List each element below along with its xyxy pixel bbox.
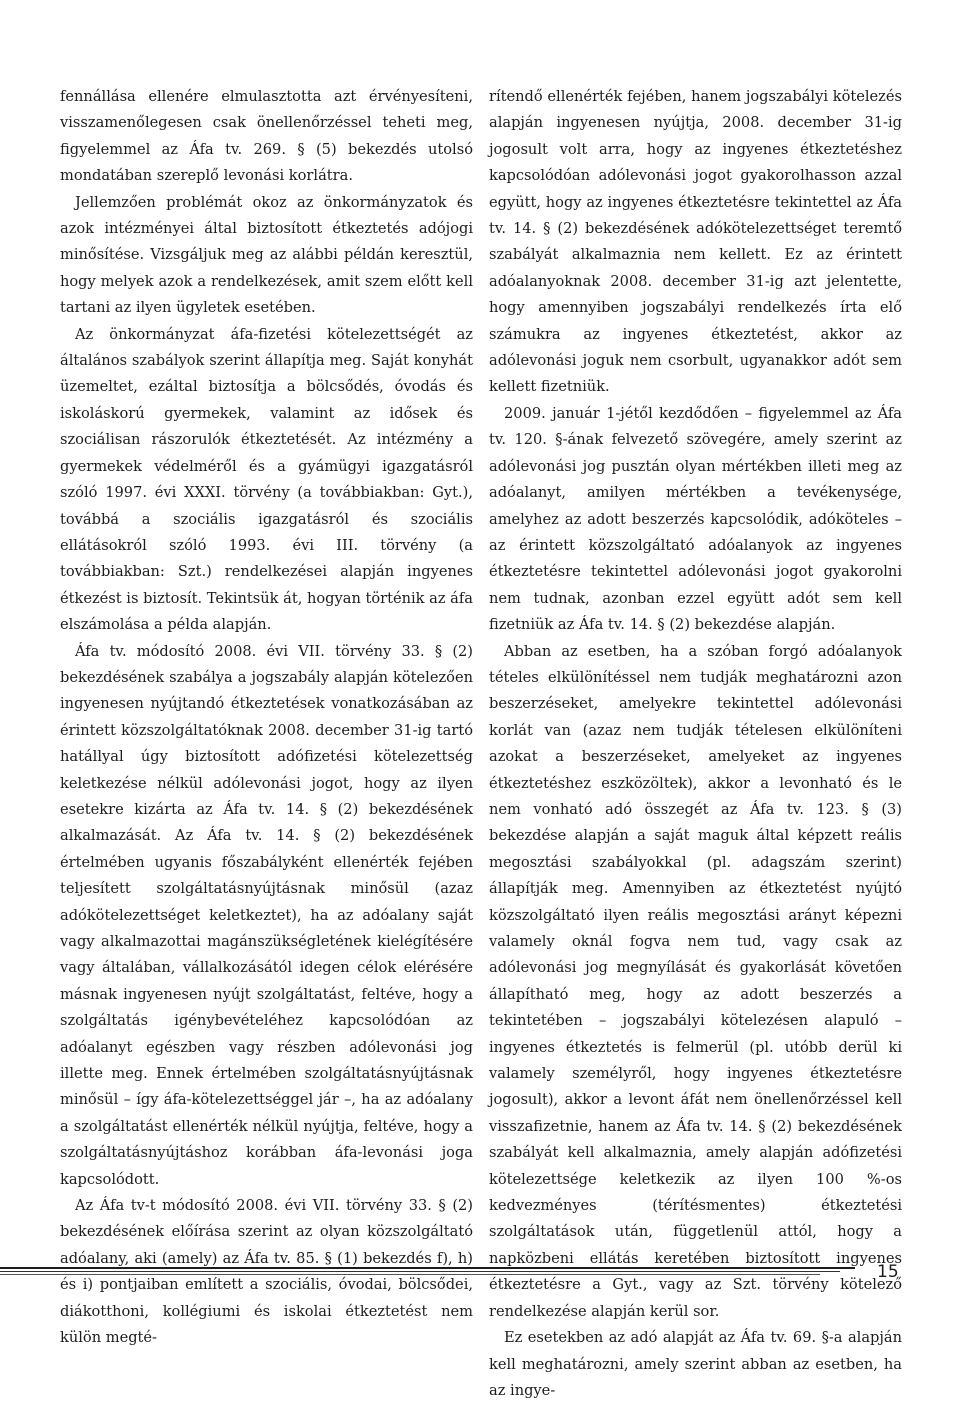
footer-rule bbox=[0, 1267, 855, 1269]
left-text-column bbox=[60, 84, 473, 1352]
paragraph: Áfa tv. módosító 2008. évi VII. törvény 33. § (2) bekezdésének szabálya a jogszabály alapján kötelezően ingyenesen nyújtandó étkeztetések vonatkozásában az érintett közszolgáltatóknak 2008. december 31-ig tartó hatállyal úgy biztosított adófizetési kötelezettség keletkezése nélkül adólevonási jogot, hogy az ilyen esetekre kizárta az Áfa tv. 14. § (2) bekezdésének alkalmazását. Az Áfa tv. 14. § (2) bekezdésének értelmében ugyanis főszabályként ellenérték fejében teljesített szolgáltatásnyújtásnak minősül (azaz adókötelezettséget keletkeztet), ha az adóalany saját vagy alkalmazottai magánszükségletének kielégítésére vagy általában, vállalkozásától idegen célok elérésére másnak ingyenesen nyújt szolgáltatást, feltéve, hogy a szolgáltatás igénybevételéhez kapcsolódóan az adóalanyt egészben vagy részben adólevonási jog illette meg. Ennek értelmében szolgáltatásnyújtásnak minősül – így áfa-kötelezettséggel jár –, ha az adóalany a szolgáltatást ellenérték nélkül nyújtja, feltéve, hogy a szolgáltatásnyújtáshoz korábban áfa-levonási joga kapcsolódott. bbox=[60, 642, 473, 1188]
right-text-column bbox=[489, 84, 902, 1404]
paragraph: Az önkormányzat áfa-fizetési kötelezettségét az általános szabályok szerint állapítja meg. Saját konyhát üzemeltet, ezáltal biztosítja a bölcsődés, óvodás és iskoláskorú gyermekek, valamint az idősek és szociálisan rászorulók étkeztetését. Az intézmény a gyermekek védelméről és a gyámügyi igazgatásról szóló 1997. évi XXXI. törvény (a továbbiakban: Gyt.), továbbá a szociális igazgatásról és szociális ellátásokról szóló 1993. évi III. törvény (a továbbiakban: Szt.) rendelkezései alapján ingyenes étkezést is biztosít. Tekintsük át, hogyan történik az áfa elszámolása a példa alapján. bbox=[60, 325, 473, 634]
paragraph: Jellemzően problémát okoz az önkormányzatok és azok intézményei által biztosított étkeztetés adójogi minősítése. Vizsgáljuk meg az alábbi példán keresztül, hogy melyek azok a rendelkezések, amit szem előtt kell tartani az ilyen ügyletek esetében. bbox=[60, 193, 473, 317]
paragraph: 2009. január 1-jétől kezdődően – figyelemmel az Áfa tv. 120. §-ának felvezető szövegére, amely szerint az adólevonási jog pusztán olyan mértékben illeti meg az adóalanyt, amilyen mértékben a tevékenysége, amelyhez az adott beszerzés kapcsolódik, adóköteles – az érintett közszolgáltató adóalanyok az ingyenes étkeztetésre tekintettel adólevonási jogot gyakorolni nem tudnak, azonban ezzel együtt adót sem kell fizetniük az Áfa tv. 14. § (2) bekezdése alapján. bbox=[489, 404, 902, 634]
paragraph: Az Áfa tv-t módosító 2008. évi VII. törvény 33. § (2) bekezdésének előírása szerint az olyan közszolgáltató adóalany, aki (amely) az Áfa tv. 85. § (1) bekezdés f), h) és i) pontjaiban említett a szociális, óvodai, bölcsődei, diákotthoni, kollégiumi és iskolai étkeztetést nem külön megté- bbox=[60, 1197, 473, 1347]
paragraph: Abban az esetben, ha a szóban forgó adóalanyok tételes elkülönítéssel nem tudják meghatározni azon beszerzéseket, amelyekre tekintettel adólevonási korlát van (azaz nem tudják tételesen elkülöníteni azokat a beszerzéseket, amelyeket az ingyenes étkeztetéshez eszközöltek), akkor a levonható és le nem vonható adó összegét az Áfa tv. 123. § (3) bekezdése alapján a saját maguk által képzett reális megosztási szabályokkal (pl. adagszám szerint) állapítják meg. Amennyiben az étkeztetést nyújtó közszolgáltató ilyen reális megosztási arányt képezni valamely oknál fogva nem tud, vagy csak az adólevonási jog megnyílását és gyakorlását követően állapítható meg, hogy az adott beszerzés a tekintetében – jogszabályi kötelezésen alapuló – ingyenes étkeztetés is felmerül (pl. utóbb derül ki valamely személyről, hogy ingyenes étkeztetésre jogosult), akkor a levont áfát nem önellenőrzéssel kell visszafizetnie, hanem az Áfa tv. 14. § (2) bekezdésének szabályát kell alkalmaznia, amely alapján adófizetési kötelezettsége keletkezik az ilyen 100 %-os kedvezményes (térítésmentes) étkeztetési szolgáltatások után, függetlenül attól, hogy a napközbeni ellátás keretében biztosított ingyenes étkeztetésre a Gyt., vagy az Szt. törvény kötelező rendelkezése alapján kerül sor. bbox=[489, 642, 902, 1320]
footer-rule bbox=[0, 1274, 820, 1275]
paragraph: Ez esetekben az adó alapját az Áfa tv. 69. §-a alapján kell meghatározni, amely szerint abban az esetben, ha az ingye- bbox=[489, 1329, 902, 1399]
paragraph: fennállása ellenére elmulasztotta azt érvényesíteni, visszamenőlegesen csak önellenőrzéssel teheti meg, figyelemmel az Áfa tv. 269. § (5) bekezdés utolsó mondatában szereplő levonási korlátra. bbox=[60, 88, 473, 185]
paragraph: rítendő ellenérték fejében, hanem jogszabályi kötelezés alapján ingyenesen nyújtja, 2008. december 31-ig jogosult volt arra, hogy az ingyenes étkeztetéshez kapcsolódóan adólevonási jogot gyakorolhasson azzal együtt, hogy az ingyenes étkeztetésre tekintettel az Áfa tv. 14. § (2) bekezdésének adókötelezettséget teremtő szabályát alkalmaznia nem kellett. Ez az érintett adóalanyoknak 2008. december 31-ig azt jelentette, hogy amennyiben jogszabályi rendelkezés írta elő számukra az ingyenes étkeztetést, akkor az adólevonási joguk nem csorbult, ugyanakkor adót sem kellett fizetniük. bbox=[489, 88, 902, 396]
footer-rule bbox=[0, 1271, 840, 1272]
footer-rule-lines bbox=[0, 1267, 870, 1279]
page-number: 15 bbox=[877, 1262, 899, 1282]
